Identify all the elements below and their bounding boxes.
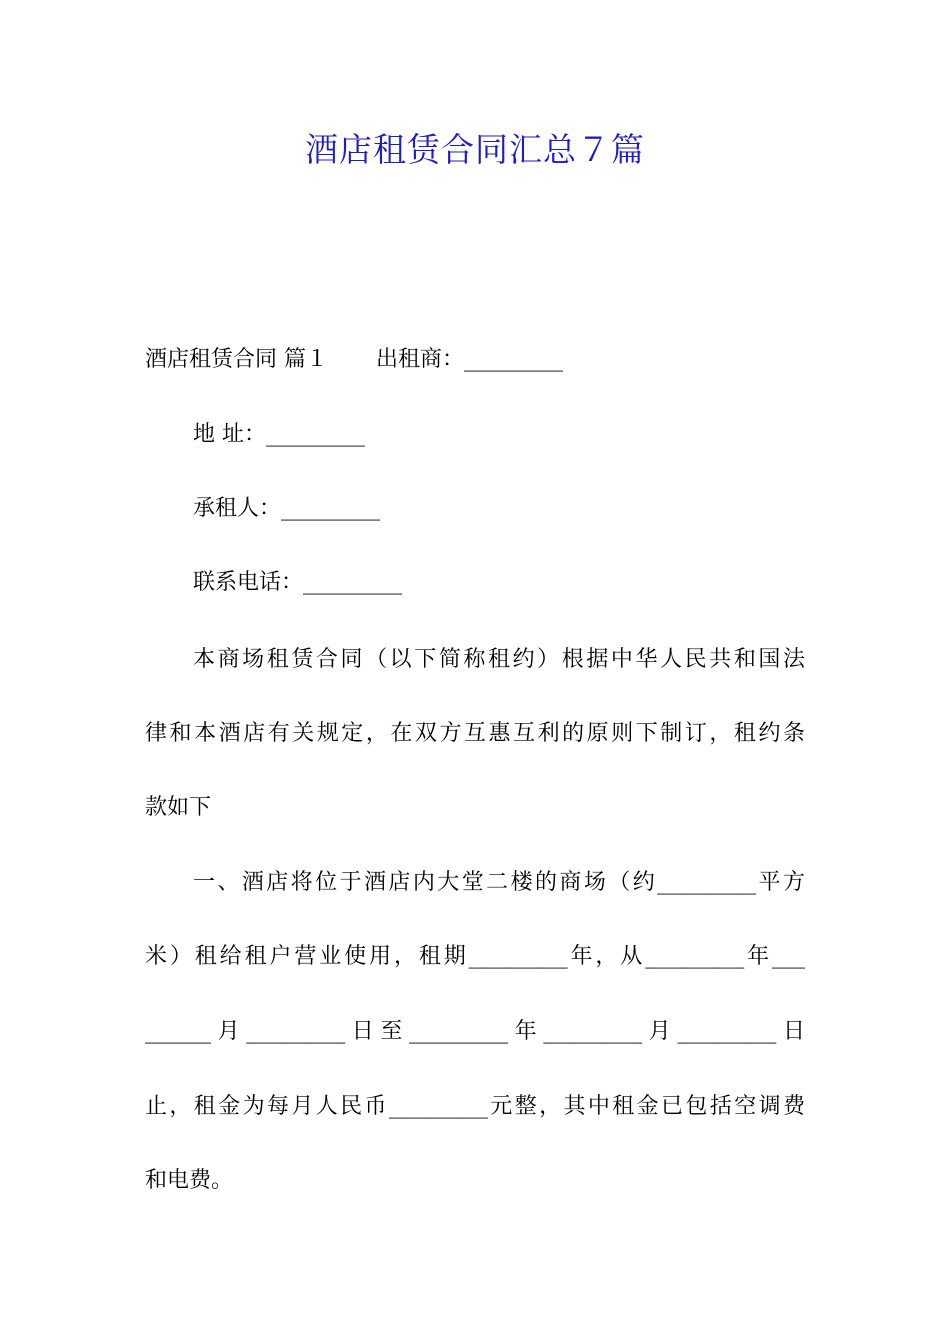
address-field: 地 址：_________ (193, 422, 365, 447)
paragraph-line: 米）租给租户营业使用，租期_________年，从_________年___ (145, 944, 805, 969)
paragraph-line: 和电费。 (145, 1168, 234, 1193)
paragraph-line: 止，租金为每月人民币_________元整，其中租金已包括空调费 (145, 1094, 805, 1119)
paragraph-line: 一、酒店将位于酒店内大堂二楼的商场（约_________平方 (193, 870, 805, 895)
contact-phone-field: 联系电话：_________ (193, 570, 403, 595)
paragraph-line: ______月_________日至_________年_________月_________日 (145, 1019, 805, 1044)
header-line (145, 345, 805, 375)
document-title: 酒店租赁合同汇总７篇 (305, 130, 645, 169)
paragraph-line: 本商场租赁合同（以下简称租约）根据中华人民共和国法 (193, 647, 805, 672)
paragraph-line: 款如下 (145, 795, 212, 820)
lessor-field: 出租商：_________ (376, 347, 564, 372)
lessee-field: 承租人：_________ (193, 496, 381, 521)
paragraph-line: 律和本酒店有关规定，在双方互惠互利的原则下制订，租约条 (145, 721, 805, 746)
section-label: 酒店租赁合同 篇１ (145, 347, 328, 372)
